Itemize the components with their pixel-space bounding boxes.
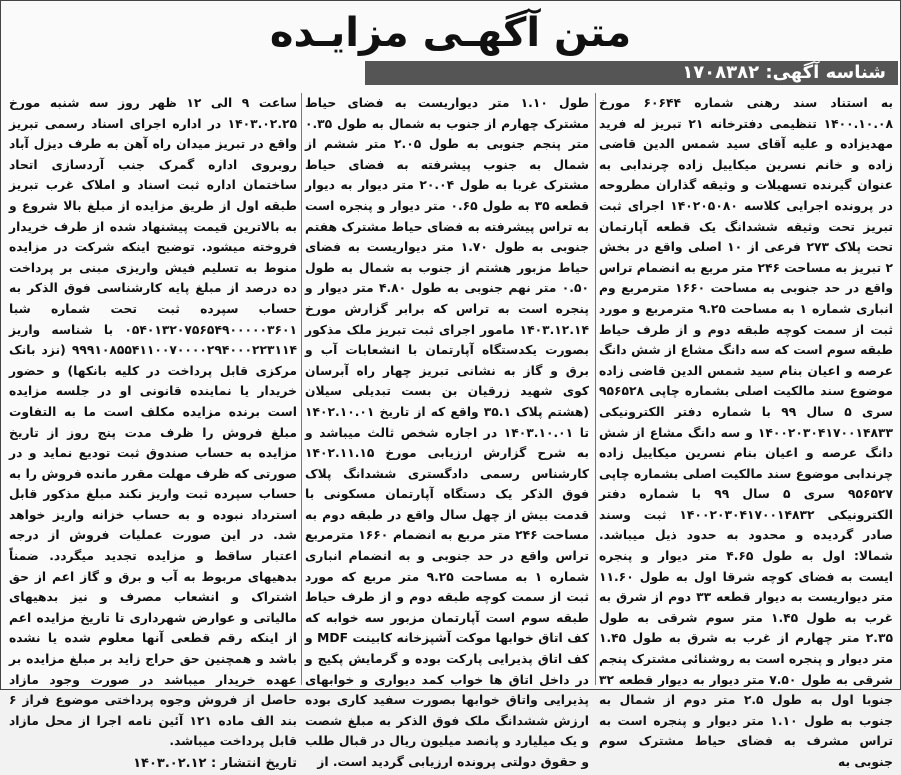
text-column-1 [599, 93, 894, 769]
column-3-text: ساعت ۹ الی ۱۲ ظهر روز سه شنبه مورخ ۱۴۰۳.۰۲.۲۵ در اداره اجرای اسناد رسمی تبریز واقع در تبریز میدان راه آهن به طرف دیزل آباد روبروی اداره گمرک جنب آردسازی اتحاد ساختمان اداره ثبت اسناد و املاک غرب تبریز طبقه اول از طریق مزایده از مبلغ بالا شروع و به بالاترین قیمت پیشنهاد شده از طرف خریدار فروخته میشود. توضیح اینکه شرکت در مزایده منوط به تسلیم فیش واریزی مبنی بر پرداخت ده درصد از مبلغ پایه کارشناسی فوق الذکر به حساب سپرده ثبت تحت شماره شبا ۰۵۴۰۱۳۲۰۷۵۶۵۴۹۰۰۰۰۰۳۶۰۱ با شناسه واریز ۹۹۹۱۰۸۵۵۴۱۱۰۰۷۰۰۰۰۲۹۴۰۰۰۲۲۳۱۱۴ (نزد بانک مرکزی قابل پرداخت در کلیه بانکها) و حضور خریدار یا نماینده قانونی او در جلسه مزایده است برنده مزایده مکلف است ما به التفاوت مبلغ فروش را ظرف مدت پنج روز از تاریخ مزایده به حساب صندوق ثبت تودیع نماید و در صورتی که ظرف مهلت مقرر مانده فروش را به حساب سپرده ثبت واریز نکند مبلغ مذکور قابل استرداد نبوده و به حساب خزانه واریز خواهد شد. در این صورت عملیات فروش از درجه اعتبار ساقط و مزایده تجدید میگردد. ضمناً بدهیهای مربوط به آب و برق و گاز اعم از حق اشتراک و انشعاب مصرف و نیز بدهیهای مالیاتی و عوارض شهرداری تا تاریخ مزایده اعم از اینکه رقم قطعی آنها معلوم شده یا نشده باشد و همچنین حق حراج زاید بر مبلغ مزایده بر عهده خریدار میباشد در صورت وجود مازاد حاصل از فروش وجوه پرداختی موضوع فراز ۶ بند الف ماده ۱۲۱ آئین نامه اجرا از محل مازاد قابل پرداخت میباشد. [9, 96, 297, 749]
column-2-text: طول ۱.۱۰ متر دیواریست به فضای حیاط مشترک چهارم از جنوب به شمال به طول ۰.۳۵ متر پنجم جنوبی به طول ۲.۰۵ متر ششم از شمال به جنوب پیشرفته به فضای حیاط مشترک غربا به طول ۲۰.۰۴ متر دیوار به دیوار قطعه ۳۵ به طول ۰.۶۵ متر دیوار و پنجره است به تراس پیشرفته به فضای حیاط مشترک هفتم جنوبی به طول ۱.۷۰ متر دیواریست به فضای حیاط مزبور هشتم از جنوب به شمال به طول ۰.۵۰ متر نهم جنوبی به طول ۴.۸۰ متر دیوار و پنجره است به تراس که برابر گزارش مورخ ۱۴۰۳.۱۲.۱۴ مامور اجرای ثبت تبریز ملک مذکور بصورت یکدستگاه آپارتمان با انشعابات آب و برق و گاز به نشانی تبریز چهار راه آبرسان کوی شهید زرقیان بن بست تبدیلی سیلان (هشتم پلاک ۳۵.۱ واقع که از تاریخ ۱۴۰۲.۱۰.۰۱ تا ۱۴۰۳.۱۰.۰۱ در اجاره شخص ثالث میباشد و به شرح گزارش ارزیابی مورخ ۱۴۰۲.۱۱.۱۵ کارشناس رسمی دادگستری ششدانگ پلاک فوق الذکر یک دستگاه آپارتمان مسکونی با قدمت بیش از چهل سال واقع در طبقه دوم به مساحت ۲۴۶ متر مربع به انضمام ۱۶۶۰ مترمربع تراس واقع در حد جنوبی و به انضمام انباری شماره ۱ به مساحت ۹.۲۵ متر مربع که مورد ثبت از سمت کوچه طبقه دوم و از طرف حیاط طبقه سوم است آپارتمان مزبور سه خوابه که کف اتاق خوابها موکت آشپزخانه کابینت MDF و کف اتاق پذیرایی پارکت بوده و گرمایش پکیج و در داخل اتاق ها خواب کمد دیواری و خوابهای پذیرایی واتاق خوابها بصورت سفید کاری بوده ارزش ششدانگ ملک فوق الذکر به مبلغ شصت و یک میلیارد و پانصد میلیون ریال در قبال طلب و حقوق دولتی پرونده ارزیابی گردید است. از [304, 96, 590, 769]
publish-date: ۱۴۰۳.۰۲.۱۲ [133, 756, 207, 771]
notice-id-bar: شناسه آگهی: ۱۷۰۸۳۸۲ [365, 61, 898, 85]
publish-date-line [9, 754, 297, 775]
column-1-text: به استناد سند رهنی شماره ۶۰۶۴۴ مورخ ۱۴۰۰.۱۰.۰۸ تنظیمی دفترخانه ۲۱ تبریز له فرید مهدیزاده و علیه آقای سید شمس الدین قاضی زاده و خانم نسرین میکاییل زاده چرندابی به عنوان گیرنده تسهیلات و وثیقه گذاران مطروحه در پرونده اجرایی کلاسه ۱۴۰۲۰۵۰۸۰ اجرای ثبت تبریز تحت وثیقه ششدانگ یک قطعه آپارتمان تحت پلاک ۲۷۳ فرعی از ۱۰ اصلی واقع در بخش ۲ تبریز به مساحت ۲۴۶ متر مربع به انضمام تراس واقع در حد جنوبی به مساحت ۱۶۶۰ مترمربع وم انباری شماره ۱ به مساحت ۹.۲۵ مترمربع و مورد ثبت از سمت کوچه طبقه دوم و از طرف حیاط طبقه سوم است که سه دانگ مشاع از شش دانگ عرصه و اعیان بنام سید شمس الدین قاضی زاده موضوع سند مالکیت اصلی بشماره چاپی ۹۵۶۵۲۸ سری ۵ سال ۹۹ با شماره دفتر الکترونیکی ۱۴۰۰۲۰۳۰۴۱۷۰۰۱۴۸۳۳ و سه دانگ مشاع از شش دانگ عرصه و اعیان بنام نسرین میکاییل زاده چرندابی موضوع سند مالکیت اصلی بشماره چاپی ۹۵۶۵۲۷ سری ۵ سال ۹۹ با شماره دفتر الکترونیکی ۱۴۰۰۲۰۳۰۴۱۷۰۰۱۴۸۳۲ ثبت وسند صادر گردیده و محدود به حدود ذیل میباشد. شمالا: اول به طول ۴.۶۵ متر دیوار و پنجره ایست به فضای کوچه شرقا اول به طول ۱۱.۶۰ متر دیواریست به دیوار قطعه ۳۳ دوم از شرق به غرب به طول ۱.۴۵ متر سوم شرقی به طول ۲.۳۵ متر چهارم از غرب به شرق به طول ۱.۴۵ متر دیوار و پنجره است به روشنائی مشترک پنجم شرقی به طول ۷.۵۰ متر دیوار به دیوار قطعه ۳۲ جنوبا اول به طول ۲.۵ متر دوم از شمال به جنوب به طول ۱.۱۰ متر دیوار و پنجره است به تراس مشرف به فضای حیاط مشترک سوم جنوبی به [599, 96, 894, 769]
text-column-3 [9, 93, 297, 771]
page-title: متن آگهـی مزایـده [269, 10, 632, 56]
publish-label: تاریخ انتشار : [211, 756, 297, 771]
column-divider [301, 93, 302, 685]
text-column-2 [304, 93, 590, 769]
column-divider [595, 93, 596, 685]
